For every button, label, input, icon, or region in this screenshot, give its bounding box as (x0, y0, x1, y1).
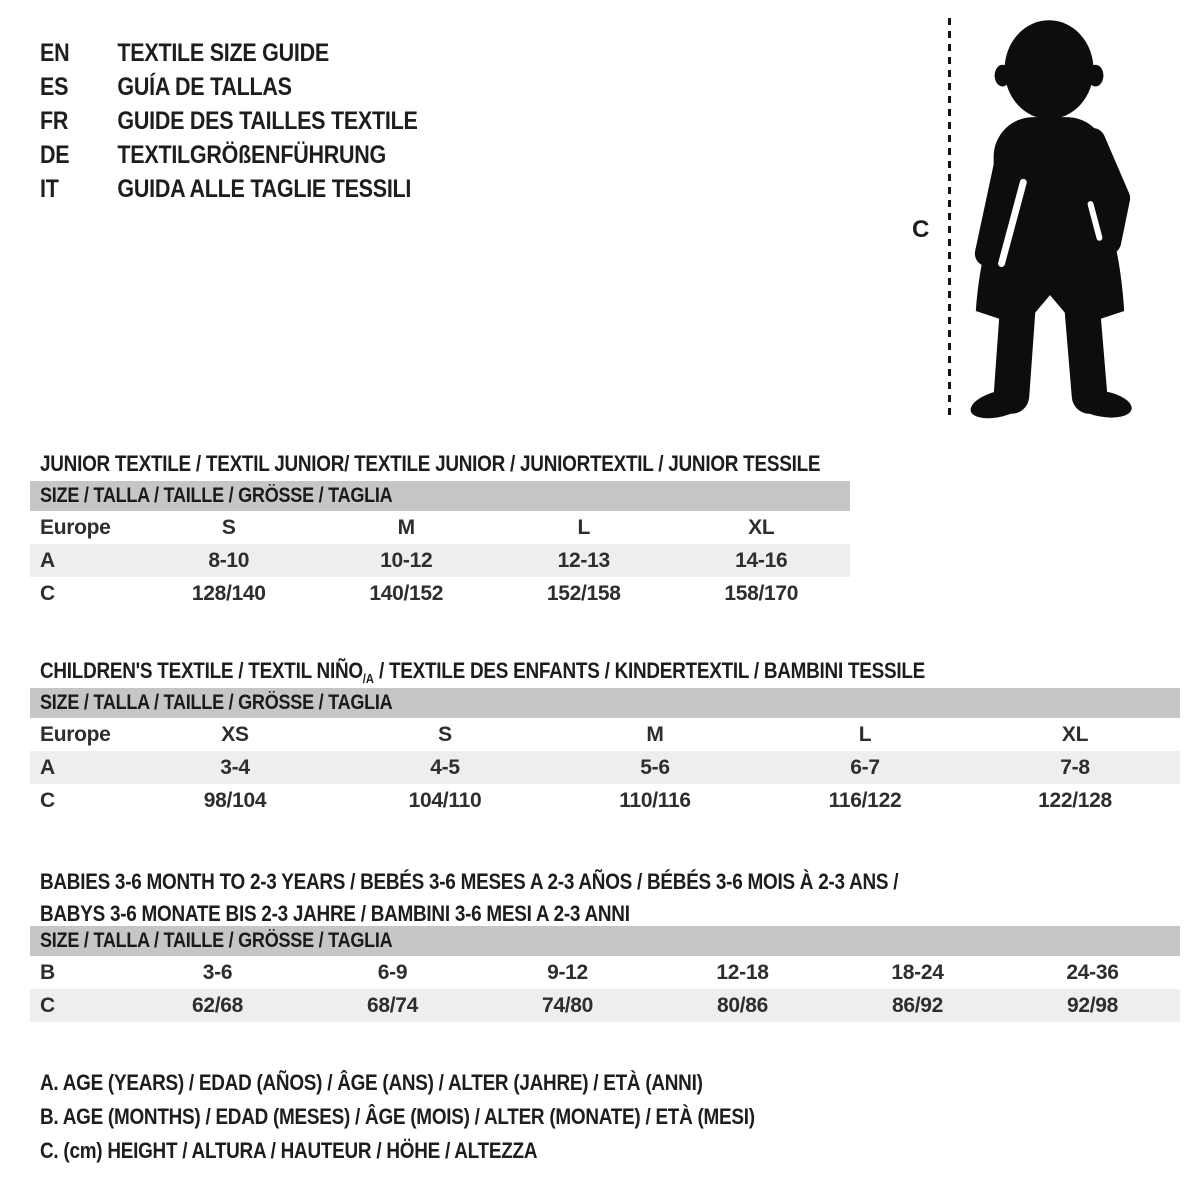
junior-size-table (30, 481, 850, 610)
table-row (30, 989, 1180, 1022)
lang-code: FR (40, 106, 69, 135)
size-header-label: SIZE / TALLA / TAILLE / GRÖSSE / TAGLIA (40, 484, 393, 507)
table-cell: 68/74 (366, 993, 419, 1017)
children-title-part: CHILDREN'S TEXTILE / TEXTIL NIÑO (40, 658, 363, 684)
table-cell: 92/98 (1066, 993, 1119, 1017)
table-cell: 7-8 (1060, 755, 1090, 779)
size-header-bar (30, 481, 850, 511)
legend-age-years: A. AGE (YEARS) / EDAD (AÑOS) / ÂGE (ANS) / ALTER (JAHRE) / ETÀ (ANNI) (40, 1070, 703, 1095)
table-cell: M (397, 515, 415, 539)
lang-code: EN (40, 38, 70, 67)
table-cell: 10-12 (380, 548, 433, 572)
table-row (30, 718, 1180, 751)
table-cell: 86/92 (891, 993, 944, 1017)
table-cell: 3-6 (202, 960, 233, 984)
babies-title-line1: BABIES 3-6 MONTH TO 2-3 YEARS / BEBÉS 3-6 MESES A 2-3 AÑOS / BÉBÉS 3-6 MOIS À 2-3 ANS / (40, 869, 899, 895)
table-row (30, 956, 1180, 989)
table-cell: 98/104 (203, 788, 267, 812)
lang-title: TEXTILE SIZE GUIDE (117, 38, 329, 67)
babies-size-table (30, 926, 1180, 1022)
height-measure-label: C (912, 216, 930, 243)
children-section-title (40, 658, 925, 686)
lang-row-fr (40, 104, 418, 138)
toddler-silhouette-icon (962, 14, 1140, 420)
row-label: B (40, 960, 55, 984)
lang-title: GUIDE DES TAILLES TEXTILE (117, 106, 418, 135)
table-cell: 74/80 (541, 993, 594, 1017)
table-cell: S (221, 515, 236, 539)
table-cell: 140/152 (369, 581, 444, 605)
legend-height-cm: C. (cm) HEIGHT / ALTURA / HAUTEUR / HÖHE / ALTEZZA (40, 1138, 538, 1163)
table-cell: 104/110 (408, 788, 482, 812)
table-cell: 9-12 (547, 960, 588, 984)
table-cell: 4-5 (430, 755, 460, 779)
table-cell: 24-36 (1066, 960, 1119, 984)
table-row (30, 511, 850, 544)
children-title-subscript: /A (362, 671, 374, 687)
table-cell: 80/86 (716, 993, 769, 1017)
babies-title-line2: BABYS 3-6 MONATE BIS 2-3 JAHRE / BAMBINI 3-6 MESI A 2-3 ANNI (40, 901, 630, 927)
table-cell: 12-18 (716, 960, 769, 984)
measure-legend (40, 1070, 871, 1172)
table-cell: 158/170 (724, 581, 799, 605)
table-cell: XL (748, 515, 775, 539)
size-header-label: SIZE / TALLA / TAILLE / GRÖSSE / TAGLIA (40, 691, 393, 714)
junior-section-title: JUNIOR TEXTILE / TEXTIL JUNIOR/ TEXTILE JUNIOR / JUNIORTEXTIL / JUNIOR TESSILE (40, 451, 821, 477)
table-cell: 6-7 (850, 755, 880, 779)
lang-row-en (40, 36, 418, 70)
row-label: C (40, 993, 55, 1017)
lang-title: GUIDA ALLE TAGLIE TESSILI (117, 174, 412, 203)
row-label: Europe (40, 515, 111, 539)
table-cell: 5-6 (640, 755, 670, 779)
size-header-bar (30, 688, 1180, 718)
table-cell: L (858, 722, 872, 746)
size-header-label: SIZE / TALLA / TAILLE / GRÖSSE / TAGLIA (40, 929, 393, 952)
table-cell: S (438, 722, 452, 746)
table-cell: 12-13 (557, 548, 610, 572)
babies-section-title (40, 866, 1038, 930)
lang-title: TEXTILGRÖßENFÜHRUNG (117, 140, 387, 169)
table-cell: XS (221, 722, 249, 746)
lang-code: IT (40, 174, 59, 203)
table-cell: 8-10 (208, 548, 250, 572)
table-cell: M (646, 722, 664, 746)
size-header-bar (30, 926, 1180, 956)
lang-title: GUÍA DE TALLAS (117, 72, 292, 101)
lang-row-it (40, 172, 418, 206)
table-row (30, 544, 850, 577)
table-cell: 110/116 (619, 788, 691, 812)
row-label: Europe (40, 722, 111, 746)
table-cell: 6-9 (377, 960, 408, 984)
legend-age-months: B. AGE (MONTHS) / EDAD (MESES) / ÂGE (MOIS) / ALTER (MONATE) / ETÀ (MESI) (40, 1104, 755, 1129)
table-cell: 62/68 (191, 993, 244, 1017)
table-cell: 18-24 (891, 960, 944, 984)
table-row (30, 751, 1180, 784)
table-cell: 152/158 (546, 581, 621, 605)
lang-row-de (40, 138, 418, 172)
table-cell: 14-16 (735, 548, 788, 572)
table-row (30, 784, 1180, 817)
row-label: C (40, 581, 55, 605)
lang-row-es (40, 70, 418, 104)
row-label: A (40, 548, 55, 572)
height-figure (900, 12, 1190, 424)
table-cell: L (577, 515, 591, 539)
table-cell: 116/122 (828, 788, 902, 812)
language-title-list (40, 36, 479, 206)
lang-code: ES (40, 72, 69, 101)
lang-code: DE (40, 140, 70, 169)
row-label: C (40, 788, 55, 812)
table-cell: 128/140 (191, 581, 266, 605)
children-size-table (30, 688, 1180, 817)
table-cell: XL (1061, 722, 1089, 746)
table-cell: 3-4 (220, 755, 250, 779)
children-title-part: / TEXTILE DES ENFANTS / KINDERTEXTIL / BAMBINI TESSILE (373, 658, 926, 684)
table-cell: 122/128 (1038, 788, 1112, 812)
height-measure-line (948, 18, 951, 418)
table-row (30, 577, 850, 610)
row-label: A (40, 755, 55, 779)
